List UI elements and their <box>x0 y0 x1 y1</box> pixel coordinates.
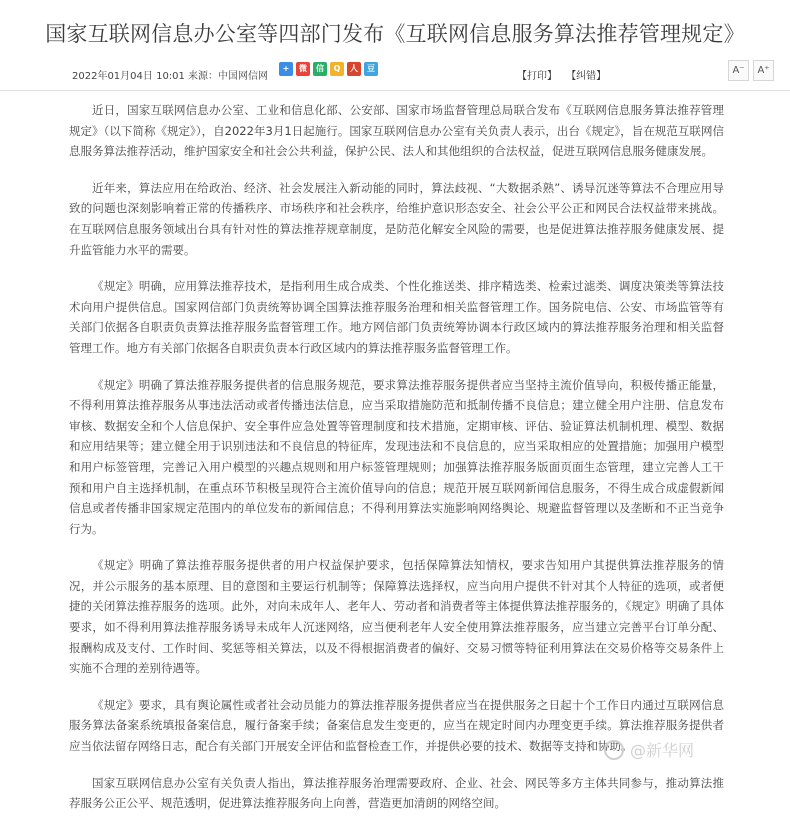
paragraph: 《规定》要求，具有舆论属性或者社会动员能力的算法推荐服务提供者应当在提供服务之日起十个工作日内通过互联网信息服务算法备案系统填报备案信息，履行备案手续；备案信息发生变更的，应当在规定时间内办理变更手续。算法推荐服务提供者应当依法留存网络日志，配合有关部门开展安全评估和监督检查工作，并提供必要的技术、数据等支持和协助。 <box>69 697 724 754</box>
wechat-icon[interactable]: 信 <box>313 62 327 76</box>
publish-date: 2022年01月04日 10:01 <box>72 71 185 82</box>
source-label: 来源： <box>188 71 218 82</box>
font-larger-button[interactable]: A⁺ <box>753 60 774 81</box>
paragraph: 《规定》明确，应用算法推荐技术，是指利用生成合成类、个性化推送类、排序精选类、检索过滤类、调度决策类等算法技术向用户提供信息。国家网信部门负责统筹协调全国算法推荐服务治理和相关监督管理工作。国务院电信、公安、市场监管等有关部门依据各自职责负责算法推荐服务监督管理工作。地方网信部门负责统筹协调本行政区域内的算法推荐服务治理和相关监督管理工作。地方有关部门依据各自职责负责本行政区域内的算法推荐服务监督管理工作。 <box>69 279 724 355</box>
watermark-text: @新华网 <box>630 741 695 760</box>
source-link[interactable]: 中国网信网 <box>218 71 268 82</box>
douban-icon[interactable]: 豆 <box>364 62 378 76</box>
renren-icon[interactable]: 人 <box>347 62 361 76</box>
paragraph: 国家互联网信息办公室有关负责人指出，算法推荐服务治理需要政府、企业、社会、网民等多方主体共同参与，推动算法推荐服务公正公平、规范透明，促进算法推荐服务向上向善，营造更加清朗的网络空间。 <box>69 775 724 811</box>
correction-link[interactable]: 【纠错】 <box>566 71 607 82</box>
weibo-icon[interactable]: 微 <box>296 62 310 76</box>
qzone-icon[interactable]: Q <box>330 62 344 76</box>
watermark <box>604 738 694 761</box>
paragraph: 近年来，算法应用在给政治、经济、社会发展注入新动能的同时，算法歧视、“大数据杀熟”、诱导沉迷等算法不合理应用导致的问题也深刻影响着正常的传播秩序、市场秩序和社会秩序，给维护意识形态安全、社会公平公正和网民合法权益带来挑战。在互联网信息服务领域出台具有针对性的算法推荐规章制度，是防范化解安全风险的需要，也是促进算法推荐服务健康发展、提升监管能力水平的需要。 <box>69 180 724 257</box>
font-smaller-button[interactable]: A⁻ <box>728 60 749 81</box>
source-line <box>188 67 268 82</box>
article-body <box>69 100 724 830</box>
paragraph: 《规定》明确了算法推荐服务提供者的信息服务规范，要求算法推荐服务提供者应当坚持主流价值导向，积极传播正能量，不得利用算法推荐服务从事违法活动或者传播违法信息，应当采取措施防范和抵制传播不良信息；建立健全用户注册、信息发布审核、数据安全和个人信息保护、安全事件应急处置等管理制度和技术措施，定期审核、评估、验证算法机制机理、模型、数据和应用结果等；建立健全用于识别违法和不良信息的特征库，发现违法和不良信息的，应当采取相应的处置措施；加强用户模型和用户标签管理，完善记入用户模型的兴趣点规则和用户标签管理规则；加强算法推荐服务版面页面生态管理，建立完善人工干预和用户自主选择机制，在重点环节积极呈现符合主流价值导向的信息；规范开展互联网新闻信息服务，不得生成合成虚假新闻信息或者传播非国家规定范围内的单位发布的新闻信息；不得利用算法实施影响网络舆论、规避监督管理以及垄断和不正当竞争行为。 <box>69 377 724 536</box>
article-meta-bar <box>0 56 790 91</box>
print-link[interactable]: 【打印】 <box>517 71 557 82</box>
paragraph: 《规定》明确了算法推荐服务提供者的用户权益保护要求，包括保障算法知情权，要求告知用户其提供算法推荐服务的情况，并公示服务的基本原理、目的意图和主要运行机制等；保障算法选择权，应当向用户提供不针对其个人特征的选项，或者便捷的关闭算法推荐服务的选项。此外，对向未成年人、老年人、劳动者和消费者等主体提供算法推荐服务的，《规定》明确了具体要求，如不得利用算法推荐服务诱导未成年人沉迷网络，应当便利老年人安全使用算法推荐服务，应当建立完善平台订单分配、报酬构成及支付、工作时间、奖惩等相关算法，以及不得根据消费者的偏好、交易习惯等特征利用算法在交易价格等交易条件上实施不合理的差别待遇等。 <box>69 558 724 676</box>
plus-share-icon[interactable]: + <box>279 62 293 76</box>
font-size-controls <box>728 60 774 81</box>
share-icons <box>279 62 378 76</box>
paragraph: 近日，国家互联网信息办公室、工业和信息化部、公安部、国家市场监督管理总局联合发布《互联网信息服务算法推荐管理规定》（以下简称《规定》），自2022年3月1日起施行。国家互联网信息办公室有关负责人表示，出台《规定》，旨在规范互联网信息服务算法推荐活动，维护国家安全和社会公共利益，保护公民、法人和其他组织的合法权益，促进互联网信息服务健康发展。 <box>69 103 724 159</box>
article-actions <box>517 67 612 82</box>
article-title: 国家互联网信息办公室等四部门发布《互联网信息服务算法推荐管理规定》 <box>45 22 745 46</box>
watermark-logo-icon <box>604 740 624 760</box>
